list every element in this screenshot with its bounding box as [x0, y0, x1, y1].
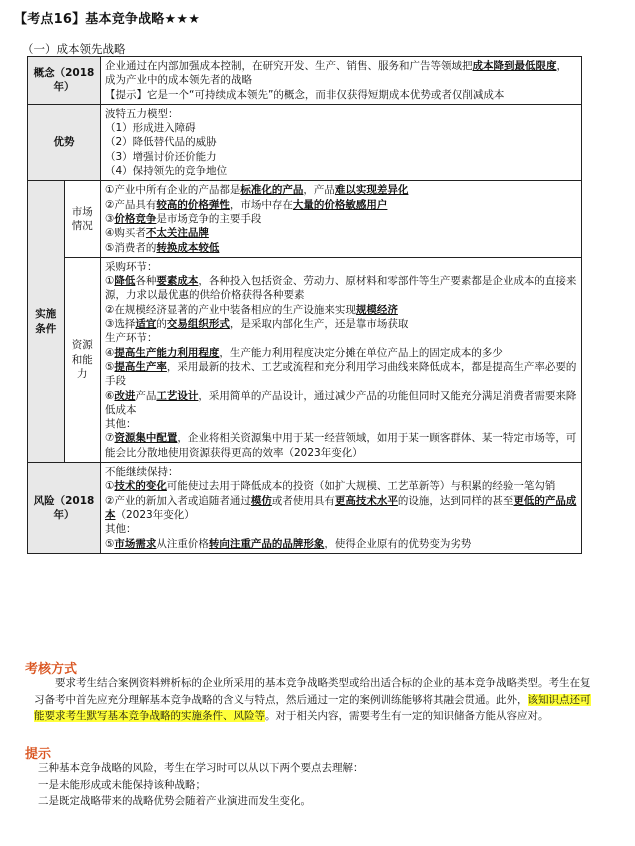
advantage-line: （3）增强讨价还价能力 — [105, 150, 217, 163]
section-heading: （一）成本领先战略 — [22, 42, 126, 56]
cell-resource — [101, 257, 582, 462]
advantage-line: （1）形成进入障碍 — [105, 122, 196, 135]
market-item: ⑤消费者的转换成本较低 — [105, 241, 220, 254]
tip-heading: 提示 — [25, 747, 52, 762]
cell-risk — [101, 463, 582, 554]
exam-highlight: 该知识点还可能要求考生默写基本竞争战略的实施条件、风险等 — [34, 693, 591, 722]
cell-market — [101, 181, 582, 257]
label-market: 市场情况 — [64, 181, 101, 257]
cell-concept — [101, 57, 582, 105]
advantage-line: （2）降低替代品的威胁 — [105, 136, 217, 149]
exam-heading: 考核方式 — [25, 662, 78, 677]
label-resource: 资源和能力 — [64, 257, 101, 462]
market-item: ③价格竞争是市场竞争的主要手段 — [105, 212, 262, 225]
row-resource — [28, 257, 582, 462]
market-item: ①产业中所有企业的产品都是标准化的产品，产品难以实现差异化 — [105, 184, 409, 197]
tip-line: 二是既定战略带来的战略优势会随着产业演进而发生变化。 — [38, 795, 311, 807]
advantage-line: （4）保持领先的竞争地位 — [105, 165, 228, 178]
cell-advantage — [101, 104, 582, 180]
concept-key: 成本降到最低限度 — [472, 60, 557, 72]
row-market — [28, 181, 582, 257]
risk-item: ①技术的变化可能使过去用于降低成本的投资（如扩大规模、工艺革新等）与积累的经验一笔勾销 — [105, 480, 556, 493]
label-conditions: 实施条件 — [28, 181, 65, 463]
tip-line: 三种基本竞争战略的风险，考生在学习时可以从以下两个要点去理解： — [38, 762, 364, 774]
resource-item: ⑤提高生产率，采用最新的技术、工艺或流程和充分利用学习曲线来降低成本，都是提高生产率必要的手段 — [105, 360, 577, 388]
label-risk: 风险（2018年） — [28, 463, 101, 554]
row-advantage — [28, 104, 582, 180]
resource-item: ③选择适宜的交易组织形式，是采取内部化生产，还是靠市场获取 — [105, 318, 409, 331]
label-advantage: 优势 — [28, 104, 101, 180]
resource-item: ④提高生产能力利用程度，生产能力利用程度决定分摊在单位产品上的固定成本的多少 — [105, 346, 503, 359]
tip-list — [38, 760, 598, 810]
resource-heading: 生产环节： — [105, 332, 158, 345]
tip-line: 一是未能形成或未能保持该种战略； — [38, 778, 206, 791]
label-concept: 概念（2018年） — [28, 57, 101, 105]
market-item: ④购买者不太关注品牌 — [105, 227, 209, 240]
concept-tip: 【提示】它是一个“可持续成本领先”的概念，而非仅获得短期成本优势或者仅削减成本 — [105, 88, 505, 101]
resource-item: ⑥改进产品工艺设计，采用简单的产品设计，通过减少产品的功能但同时又能充分满足消费者需要来降低成本 — [105, 389, 577, 416]
risk-item: ②产业的新加入者或追随者通过模仿或者使用具有更高技术水平的设施，达到同样的甚至更低的产品成本（2023年变化） — [105, 494, 577, 521]
row-concept — [28, 57, 582, 105]
market-item: ②产品具有较高的价格弹性，市场中存在大量的价格敏感用户 — [105, 198, 388, 211]
concept-text-end: ，成为产业中的成本领先者的战略 — [105, 60, 567, 87]
page-title: 【考点16】基本竞争战略★★★ — [14, 12, 201, 27]
advantage-line: 波特五力模型： — [105, 107, 179, 120]
risk-heading: 其他： — [105, 523, 137, 536]
risk-heading: 不能继续保持： — [105, 466, 179, 479]
resource-item: ①降低各种要素成本，各种投入包括资金、劳动力、原材料和零部件等生产要素都是企业成本的直接来源，力求以最优惠的供给价格获得各种要素 — [105, 275, 577, 302]
resource-heading: 采购环节： — [105, 260, 158, 273]
risk-item: ⑤市场需求从注重价格转向注重产品的品牌形象，使得企业原有的优势变为劣势 — [105, 537, 472, 550]
row-risk — [28, 463, 582, 554]
concept-text: 企业通过在内部加强成本控制，在研究开发、生产、销售、服务和广告等领域把 — [105, 60, 473, 72]
strategy-table — [27, 56, 582, 554]
resource-item: ⑦资源集中配置，企业将相关资源集中用于某一经营领域，如用于某一顾客群体、某一特定市场等，可能会比分散地使用资源获得更高的效率（2023年变化） — [105, 432, 577, 459]
resource-item: ②在规模经济显著的产业中装备相应的生产设施来实现规模经济 — [105, 303, 398, 316]
exam-paragraph: 要求考生结合案例资料辨析标的企业所采用的基本竞争战略类型或给出适合标的企业的基本竞争战略类型。考生在复习备考中首先应充分理解基本竞争战略的含义与特点，然后通过一定的案例训练能够将其融会贯通。此外，该知识点还可能要求考生默写基本竞争战略的实施条件、风险等。对于相关内容，需要考生有一定的知识储备方能从容应对。 — [34, 677, 591, 722]
resource-heading: 其他： — [105, 418, 137, 431]
